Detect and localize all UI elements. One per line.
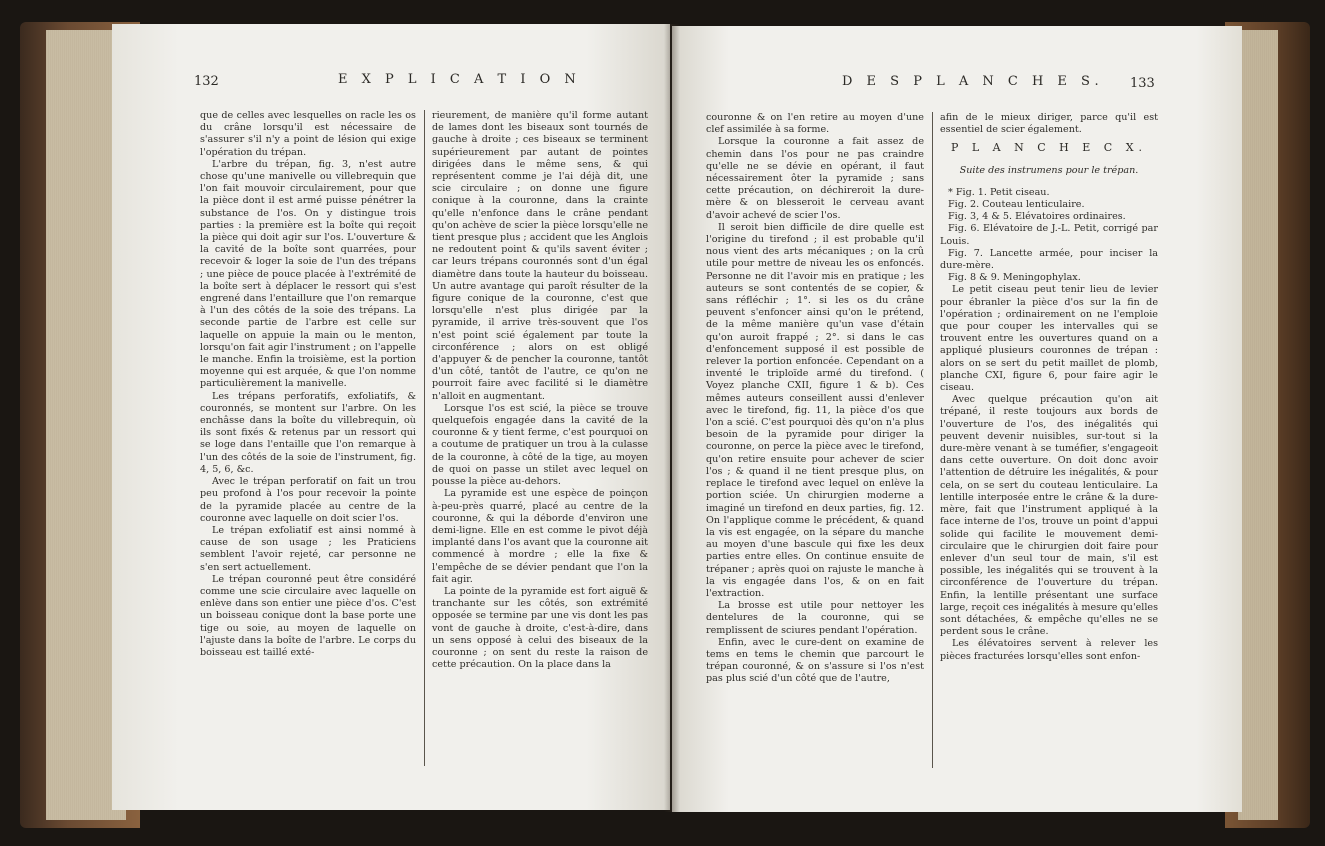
- paragraph: Avec le trépan perforatif on fait un trou peu profond à l'os pour recevoir la pointe de la pyramide placée au centre de la couronne avec laquelle on doit scier l'os.: [200, 476, 416, 524]
- paragraph: Le petit ciseau peut tenir lieu de levier pour ébranler la pièce d'os sur la fin de l'opération ; ordinairement on ne l'emploie que pour couper les intervalles qui se trouvent entre les ouvertures quand on a appliqué plusieurs couronnes de trépan : alors on se sert du petit maillet de plomb, planche CXI, figure 6, pour faire agir le ciseau.: [940, 284, 1158, 394]
- paragraph: Enfin, avec le cure-dent on examine de tems en tems le chemin que parcourt le trépan couronné, & on s'assure si l'os n'est pas plus scié d'un côté que de l'autre,: [706, 636, 924, 685]
- paragraph: afin de le mieux diriger, parce qu'il est essentiel de scier également.: [940, 112, 1158, 136]
- paragraph: L'arbre du trépan, fig. 3, n'est autre chose qu'une manivelle ou villebrequin que l'on fait mouvoir circulairement, pour que la pièce dont il est armé puisse pénétrer la substance de l'os. On y distingue trois parties : la première est la boîte qui reçoit la pièce qui doit agir sur l'os. L'ouverture & la cavité de la boîte sont quarrées, pour recevoir & loger la soie de l'un des trépans ; une pièce de pouce placée à l'extrémité de la boîte sert à déplacer le ressort qui s'est engrené dans l'entaillure que l'on remarque à l'un des côtés de la soie des trépans. La seconde partie de l'arbre est celle sur laquelle on appuie la main ou le menton, lorsqu'on fait agir l'instrument ; on l'appelle le manche. Enfin la troisième, est la portion moyenne qui est arquée, & que l'on nomme particulièrement la manivelle.: [200, 158, 416, 390]
- paragraph: Il seroit bien difficile de dire quelle est l'origine du tirefond ; il est probable qu'il nous vient des arts mécaniques ; on la crû utile pour mettre de niveau les os enfoncés. Personne ne dit l'avoir mis en pratique ; les auteurs se sont contentés de se copier, & sans réfléchir ; 1°. si les os du crâne peuvent s'enfoncer ainsi qu'on le prétend, de la même manière qu'un vase d'étain qu'on auroit frappé ; 2°. si dans le cas d'enfoncement supposé il est possible de relever la portion enfoncée. Cependant on a inventé le triploïde armé du tirefond. ( Voyez planche CXII, figure 1 & b). Ces mêmes auteurs conseillent aussi d'enlever avec le tirefond, fig. 11, la pièce d'os que l'on a scié. C'est pourquoi dès qu'on n'a plus besoin de la pyramide pour diriger la couronne, on perce la pièce avec le tirefond, qu'on retire ensuite pour achever de scier l'os ; & quand il ne tient presque plus, on replace le tirefond avec lequel on enlève la portion sciée. Un chirurgien moderne a imaginé un tirefond en deux parties, fig. 12. On l'applique comme le précédent, & quand la vis est engagée, on la sépare du manche au moyen d'une bascule qui fixe les deux parties entre elles. On continue ensuite de trépaner ; après quoi on rajuste le manche à la vis engagée dans l'os, & on en fait l'extraction.: [706, 221, 924, 599]
- figure-entry: Fig. 8 & 9. Meningophylax.: [948, 272, 1081, 284]
- left-column-2: [432, 110, 648, 671]
- paragraph: La pointe de la pyramide est fort aiguë & tranchante sur les côtés, son extrémité opposée se termine par une vis dont les pas vont de gauche à droite, c'est-à-dire, dans un sens opposé à celui des biseaux de la couronne ; on sent du reste la raison de cette précaution. On la place dans la: [432, 585, 648, 671]
- figure-entry: Fig. 2. Couteau lenticulaire.: [948, 199, 1085, 211]
- paragraph: Avec quelque précaution qu'on ait trépané, il reste toujours aux bords de l'ouverture de l'os, des inégalités qui peuvent devenir nuisibles, sur-tout si la dure-mère venant à se tuméfier, s'engageoit dans cette ouverture. On doit donc avoir l'attention de détruire les inégalités, & pour cela, on se sert du couteau lenticulaire. La lentille interposée entre le crâne & la dure-mère, fait que l'instrument appliqué à la face interne de l'os, trouve un point d'appui solide qui facilite le mouvement demi-circulaire que le chirurgien doit faire pour enlever d'un seul tour de main, s'il est possible, les inégalités qui se trouvent à la circonférence de l'ouverture du trépan. Enfin, la lentille présentant une surface large, reçoit ces inégalités à mesure qu'elles sont détachées, & empêche qu'elles ne se perdent sous le crâne.: [940, 394, 1158, 638]
- figure-entry: Fig. 3, 4 & 5. Elévatoires ordinaires.: [948, 211, 1126, 223]
- plate-title: P L A N C H E C X.: [950, 141, 1148, 155]
- right-fore-edge: [1238, 30, 1278, 820]
- left-page: [112, 24, 670, 810]
- left-page-number: 132: [194, 74, 219, 89]
- right-page: [672, 26, 1242, 812]
- right-column-1: [706, 112, 924, 686]
- paragraph: rieurement, de manière qu'il forme autant de lames dont les biseaux sont tournés de gauche à droite ; ces biseaux se terminent supérieurement par autant de pointes dirigées dans le même sens, & qui représentent comme je l'ai déjà dit, une scie circulaire ; on donne une figure conique à la couronne, dans la crainte qu'elle n'enfonce dans le crâne pendant qu'on achève de scier la pièce lorsqu'elle ne tient presque plus ; accident que les Anglois ne redoutent point & qu'ils savent éviter ; car leurs trépans couronnés sont d'un égal diamètre dans toute la hauteur du boisseau. Un autre avantage qui paroît résulter de la figure conique de la couronne, c'est que lorsqu'elle n'est plus dirigée par la pyramide, il arrive très-souvent que l'os n'est point scié également par toute la circonférence ; alors on est obligé d'appuyer & de pencher la couronne, tantôt d'un côté, tantôt de l'autre, ce qu'on ne pourroit faire avec facilité si le diamètre n'alloit en augmentant.: [432, 110, 648, 402]
- figure-entry: Fig. 6. Elévatoire de J.-L. Petit, corrigé par Louis.: [940, 223, 1158, 247]
- plate-subtitle: Suite des instrumens pour le trépan.: [959, 164, 1139, 176]
- right-running-head: D E S P L A N C H E S.: [842, 74, 1104, 89]
- paragraph: que de celles avec lesquelles on racle les os du crâne lorsqu'il est nécessaire de s'assurer s'il n'y a point de lésion qui exige l'opération du trépan.: [200, 110, 416, 158]
- right-column-2: [940, 112, 1158, 663]
- left-running-head: E X P L I C A T I O N: [338, 72, 581, 87]
- column-rule: [424, 110, 425, 766]
- paragraph: La pyramide est une espèce de poinçon à-peu-près quarré, placé au centre de la couronne, & qui la déborde d'environ une demi-ligne. Elle en est comme le pivot déjà implanté dans l'os avant que la couronne ait commencé à mordre ; elle la fixe & l'empêche de se dévier pendant que l'on la fait agir.: [432, 488, 648, 585]
- figure-entry: * Fig. 1. Petit ciseau.: [948, 186, 1050, 198]
- column-rule: [932, 112, 933, 768]
- paragraph: Les trépans perforatifs, exfoliatifs, & couronnés, se montent sur l'arbre. On les enchâsse dans la boîte du villebrequin, où ils sont fixés & retenus par un ressort qui se loge dans l'entaille que l'on remarque à l'un des côtés de la soie de l'instrument, fig. 4, 5, 6, &c.: [200, 390, 416, 475]
- left-column-1: [200, 110, 416, 659]
- book-gutter: [664, 24, 680, 812]
- paragraph: Lorsque l'os est scié, la pièce se trouve quelquefois engagée dans la cavité de la couronne & y tient ferme, c'est pourquoi on a coutume de pratiquer un trou à la culasse de la couronne, à côté de la tige, au moyen de quoi on passe un stilet avec lequel on pousse la pièce au-dehors.: [432, 402, 648, 488]
- paragraph: couronne & on l'en retire au moyen d'une clef assimilée à sa forme.: [706, 112, 924, 136]
- right-page-number: 133: [1130, 76, 1155, 91]
- paragraph: Le trépan exfoliatif est ainsi nommé à cause de son usage ; les Praticiens semblent l'avoir rejeté, car personne ne s'en sert actuellement.: [200, 524, 416, 573]
- paragraph: La brosse est utile pour nettoyer les dentelures de la couronne, qui se remplissent de sciures pendant l'opération.: [706, 600, 924, 636]
- paragraph: Les élévatoires servent à relever les pièces fracturées lorsqu'elles sont enfon-: [940, 638, 1158, 662]
- paragraph: Lorsque la couronne a fait assez de chemin dans l'os pour ne pas craindre qu'elle ne se dévie en opérant, il faut nécessairement ôter la pyramide ; sans cette précaution, on déchireroit la dure-mère & on blesseroit le cerveau avant d'avoir achevé de scier l'os.: [706, 136, 924, 221]
- figure-entry: Fig. 7. Lancette armée, pour inciser la dure-mère.: [940, 247, 1158, 272]
- paragraph: Le trépan couronné peut être considéré comme une scie circulaire avec laquelle on enlève dans son entier une pièce d'os. C'est un boisseau conique dont la base porte une tige ou soie, au moyen de laquelle on l'ajuste dans la boîte de l'arbre. Le corps du boisseau est taillé exté-: [200, 573, 416, 658]
